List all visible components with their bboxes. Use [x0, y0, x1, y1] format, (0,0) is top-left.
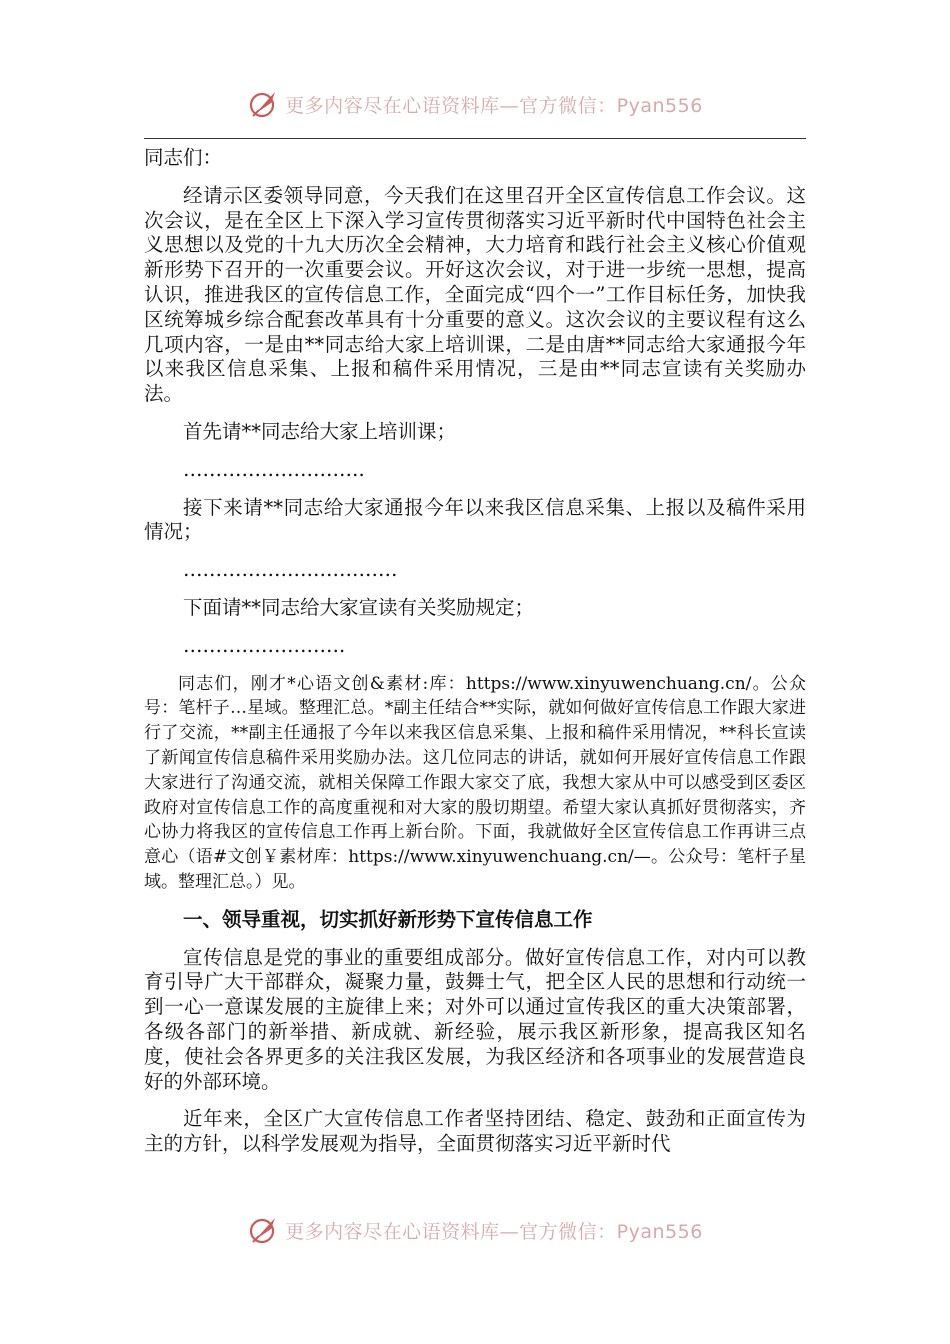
quill-logo-icon: [247, 1213, 281, 1247]
ellipsis-line-2: ……………………………: [183, 558, 398, 582]
paragraph-summary: 同志们，刚才*心语文创&素材:库：https://www.xinyuwenchuang.cn/。公众号：笔杆子…星域。整理汇总。*副主任结合**实际，就如何做好宣传信息工作跟大家进行了交流，**副主任通报了今年以来我区信息采集、上报和稿件采用情况，**科长宣读了新闻宣传信息稿件采用奖励办法。这几位同志的讲话，就如何开展好宣传信息工作跟大家进行了沟通交流，就相关保障工作跟大家交了底，我想大家从中可以感受到区委区政府对宣传信息工作的高度重视和对大家的殷切期望。希望大家认真抓好贯彻落实，齐心协力将我区的宣传信息工作再上新台阶。下面，我就做好全区宣传信息工作再讲三点意心（语#文创￥素材库：https://www.xinyuwenchuang.cn/—。公众号：笔杆子星域。整理汇总。）见。: [144, 673, 806, 892]
ellipsis-line-3: …………………….: [183, 633, 346, 657]
header-rule: [144, 138, 806, 139]
banner-text: 更多内容尽在心语资料库—官方微信：Pyan556: [285, 94, 703, 117]
paragraph-intro: 经请示区委领导同意，今天我们在这里召开全区宣传信息工作会议。这次会议，是在全区上下深入学习宣传贯彻落实习近平新时代中国特色社会主义思想以及党的十九大历次全会精神，大力培育和践行社会主义核心价值观新形势下召开的一次重要会议。开好这次会议，对于进一步统一思想，提高认识，推进我区的宣传信息工作，全面完成“四个一”工作目标任务，加快我区统筹城乡综合配套改革具有十分重要的意义。这次会议的主要议程有这么几项内容，一是由**同志给大家上培训课，二是由唐**同志给大家通报今年以来我区信息采集、上报和稿件采用情况，三是由**同志宣读有关奖励办法。: [144, 183, 806, 406]
paragraph-section-1b: 近年来，全区广大宣传信息工作者坚持团结、稳定、鼓劲和正面宣传为主的方针，以科学发展观为指导，全面贯彻落实习近平新时代: [144, 1107, 806, 1156]
ellipsis-line-1: ……………………….: [183, 457, 365, 481]
quill-logo-icon: [247, 87, 281, 121]
paragraph-section-1a: 宣传信息是党的事业的重要组成部分。做好宣传信息工作，对内可以教育引导广大干部群众，凝聚力量，鼓舞士气，把全区人民的思想和行动统一到一心一意谋发展的主旋律上来；对外可以通过宣传我区的重大决策部署，各级各部门的新举措、新成就、新经验，展示我区新形象，提高我区知名度，使社会各界更多的关注我区发展，为我区经济和各项事业的发展营造良好的外部环境。: [144, 945, 806, 1093]
salutation: 同志们：: [144, 146, 223, 169]
paragraph-third-item: 下面请**同志给大家宣读有关奖励规定；: [183, 595, 535, 619]
document-body: [144, 146, 806, 1157]
section-heading-1: 一、领导重视，切实抓好新形势下宣传信息工作: [183, 907, 593, 931]
paragraph-second-item: 接下来请**同志给大家通报今年以来我区信息采集、上报以及稿件采用情况；: [144, 495, 806, 544]
footer-banner: [0, 1210, 950, 1250]
banner-text: 更多内容尽在心语资料库—官方微信：Pyan556: [285, 1220, 703, 1243]
header-banner: [0, 84, 950, 124]
paragraph-first-item: 首先请**同志给大家上培训课；: [183, 419, 457, 443]
